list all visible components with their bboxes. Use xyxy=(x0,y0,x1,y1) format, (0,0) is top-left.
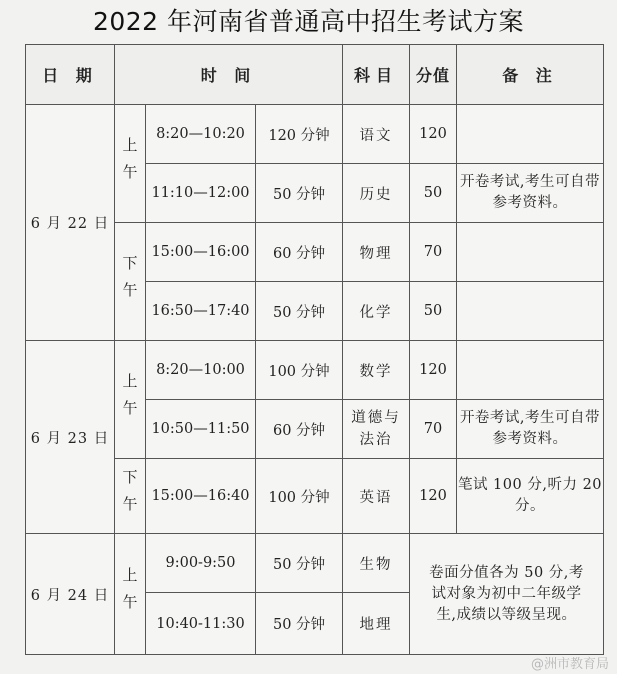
note-cell: 开卷考试,考生可自带参考资料。 xyxy=(457,400,604,459)
table-row xyxy=(26,534,604,593)
watermark: @洲市教育局 xyxy=(530,657,609,672)
note-cell xyxy=(457,282,604,341)
time-cell: 15:00—16:40 xyxy=(146,459,256,534)
half-label-pm: 下午 xyxy=(120,469,139,523)
subject-cell: 物理 xyxy=(343,223,410,282)
duration-cell: 60 分钟 xyxy=(256,223,343,282)
half-day-cell xyxy=(115,341,146,459)
time-cell: 16:50—17:40 xyxy=(146,282,256,341)
date-cell: 6 月 22 日 xyxy=(26,105,115,341)
subject-cell: 地理 xyxy=(343,593,410,655)
score-cell: 50 xyxy=(410,282,457,341)
date-cell: 6 月 23 日 xyxy=(26,341,115,534)
score-cell: 120 xyxy=(410,459,457,534)
time-cell: 8:20—10:20 xyxy=(146,105,256,164)
half-label-am: 上午 xyxy=(120,136,139,191)
note-cell: 卷面分值各为 50 分,考试对象为初中二年级学生,成绩以等级呈现。 xyxy=(410,534,604,655)
header-time: 时 间 xyxy=(115,45,343,105)
duration-cell: 100 分钟 xyxy=(256,459,343,534)
note-cell xyxy=(457,223,604,282)
duration-cell: 50 分钟 xyxy=(256,164,343,223)
subject-cell: 历史 xyxy=(343,164,410,223)
half-label-am: 上午 xyxy=(120,372,139,427)
score-cell: 120 xyxy=(410,105,457,164)
duration-cell: 50 分钟 xyxy=(256,282,343,341)
subject-cell: 数学 xyxy=(343,341,410,400)
half-label-pm: 下午 xyxy=(120,254,139,309)
half-label-am: 上午 xyxy=(120,567,139,621)
score-cell: 50 xyxy=(410,164,457,223)
time-cell: 8:20—10:00 xyxy=(146,341,256,400)
header-score: 分值 xyxy=(410,45,457,105)
subject-cell: 语文 xyxy=(343,105,410,164)
duration-cell: 50 分钟 xyxy=(256,534,343,593)
time-cell: 15:00—16:00 xyxy=(146,223,256,282)
table-row xyxy=(26,105,604,164)
duration-cell: 50 分钟 xyxy=(256,593,343,655)
time-cell: 11:10—12:00 xyxy=(146,164,256,223)
subject-cell: 生物 xyxy=(343,534,410,593)
table-row xyxy=(26,341,604,400)
time-cell: 10:40-11:30 xyxy=(146,593,256,655)
score-cell: 120 xyxy=(410,341,457,400)
note-cell: 笔试 100 分,听力 20 分。 xyxy=(457,459,604,534)
duration-cell: 60 分钟 xyxy=(256,400,343,459)
half-day-cell xyxy=(115,223,146,341)
score-cell: 70 xyxy=(410,223,457,282)
date-cell: 6 月 24 日 xyxy=(26,534,115,655)
time-cell: 9:00-9:50 xyxy=(146,534,256,593)
exam-schedule-table xyxy=(25,44,604,655)
table-header-row xyxy=(26,45,604,105)
time-cell: 10:50—11:50 xyxy=(146,400,256,459)
duration-cell: 100 分钟 xyxy=(256,341,343,400)
header-subject: 科目 xyxy=(343,45,410,105)
subject-cell: 英语 xyxy=(343,459,410,534)
subject-cell: 化学 xyxy=(343,282,410,341)
subject-cell xyxy=(343,400,410,459)
duration-cell: 120 分钟 xyxy=(256,105,343,164)
half-day-cell xyxy=(115,459,146,534)
half-day-cell xyxy=(115,105,146,223)
subject-text: 道德与法治 xyxy=(351,410,401,448)
note-cell xyxy=(457,341,604,400)
score-cell: 70 xyxy=(410,400,457,459)
header-note: 备 注 xyxy=(457,45,604,105)
header-date: 日 期 xyxy=(26,45,115,105)
note-cell xyxy=(457,105,604,164)
page-title: 2022 年河南省普通高中招生考试方案 xyxy=(92,7,525,36)
note-cell: 开卷考试,考生可自带参考资料。 xyxy=(457,164,604,223)
half-day-cell xyxy=(115,534,146,655)
